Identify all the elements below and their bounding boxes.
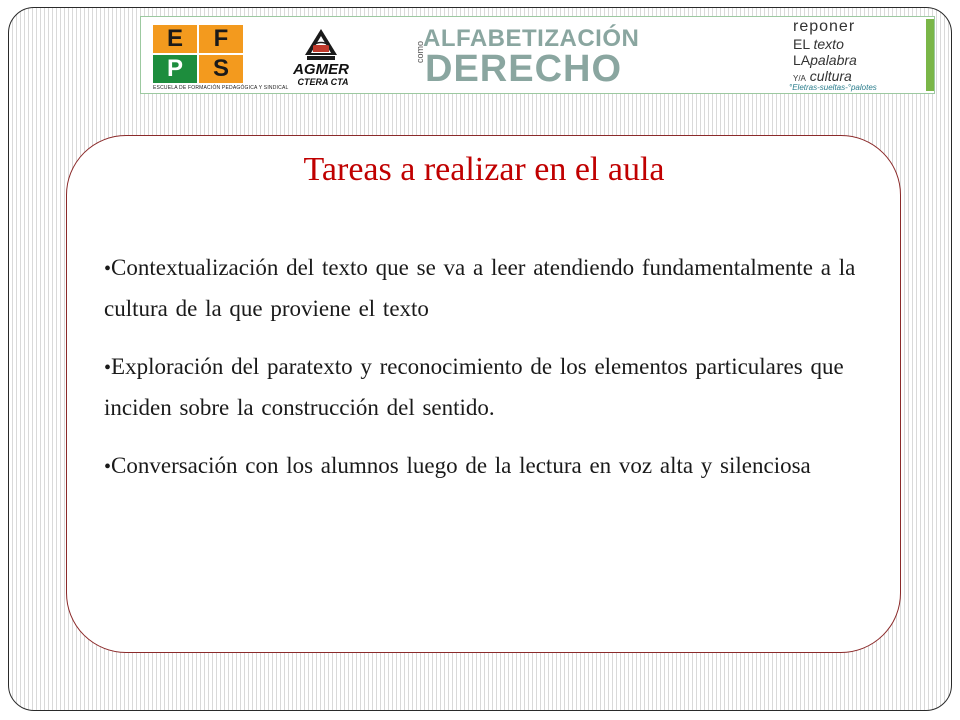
bullet-text: Conversación con los alumnos luego de la lectura en voz alta y silenciosa: [111, 453, 811, 478]
efps-logo: [153, 25, 381, 91]
bullet-text: Exploración del paratexto y reconocimiento de los elementos particulares que inciden sobre la construcción del sentido.: [104, 354, 844, 420]
slide-title: Tareas a realizar en el aula: [303, 151, 665, 188]
efps-caption: ESCUELA DE FORMACIÓN PEDAGÓGICA Y SINDICAL: [153, 85, 289, 91]
title-alfabetizacion: ALFABETIZACIÓN: [423, 25, 640, 52]
slogan-line-palabra: [793, 52, 857, 68]
bullet-text: Contextualización del texto que se va a leer atendiendo fundamentalmente a la cultura de la que proviene el texto: [104, 255, 856, 321]
agmer-name: AGMER: [293, 61, 349, 78]
slogan-block: [789, 19, 929, 91]
list-item: [104, 347, 864, 427]
efps-letter-p: P: [153, 55, 197, 83]
banner-title: [411, 23, 721, 89]
efps-letter-s: S: [199, 55, 243, 83]
efps-letter-e: E: [153, 25, 197, 53]
efps-letter-grid: [153, 25, 243, 83]
bullet-dot: •: [104, 357, 112, 379]
bullet-list: [104, 248, 864, 506]
bullet-dot: •: [104, 258, 112, 280]
efps-letter-f: F: [199, 25, 243, 53]
slogan-el: EL: [793, 36, 810, 52]
title-como: como: [415, 40, 425, 63]
slogan-la: LA: [793, 52, 811, 68]
agmer-emblem-icon: [301, 27, 341, 61]
slogan-texto: texto: [813, 36, 844, 52]
slogan-line-reponer: reponer: [793, 18, 856, 35]
slogan-palabra: palabra: [810, 52, 857, 68]
list-item: [104, 446, 864, 487]
slogan-footer: °Eletras-sueltas-°palotes: [789, 83, 877, 92]
slogan-ya: Y/A: [793, 74, 806, 83]
list-item: [104, 248, 864, 328]
slogan-cultura: cultura: [809, 68, 852, 84]
slogan-line-texto: [793, 36, 844, 52]
bullet-dot: •: [104, 456, 112, 478]
agmer-subtitle: CTERA CTA: [297, 77, 349, 87]
agmer-logo: [265, 27, 377, 89]
slogan-accent-bar: [926, 19, 934, 91]
title-derecho: DERECHO: [425, 48, 623, 90]
header-banner: [140, 16, 935, 94]
